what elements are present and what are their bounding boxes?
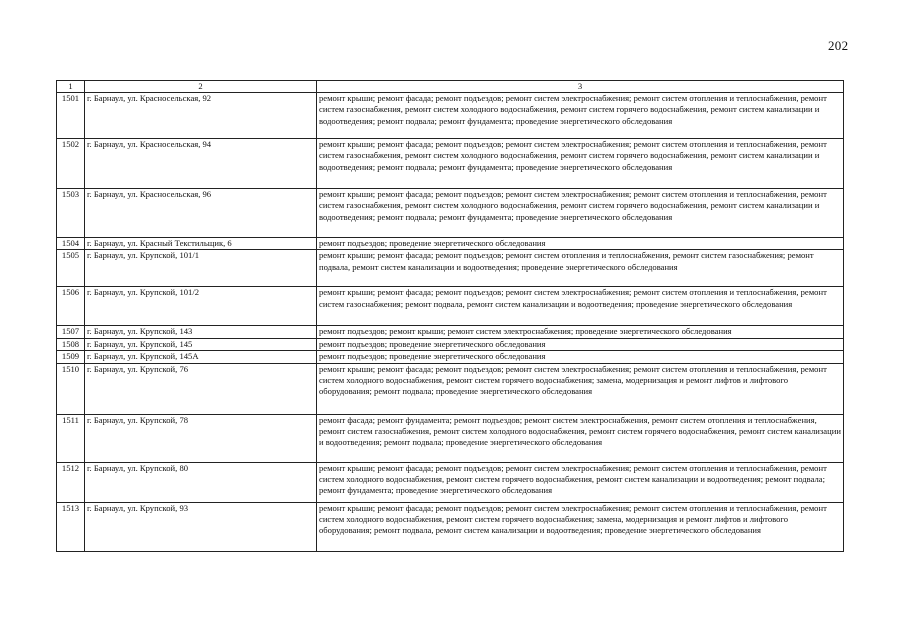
row-works: ремонт крыши; ремонт фасада; ремонт подъездов; ремонт систем электроснабжения; ремонт систем отопления и теплоснабжения, ремонт систем холодного водоснабжения, ремонт систем горячего водоснабжения, ремонт систем канализации и водоотведения; ремонт подвала; ремонт фундамента; проведение энергетического обследования: [317, 462, 844, 502]
row-number: 1509: [57, 351, 85, 363]
row-address: г. Барнаул, ул. Крупской, 101/1: [85, 250, 317, 287]
table-row: [57, 326, 844, 338]
row-address: г. Барнаул, ул. Крупской, 145: [85, 338, 317, 350]
row-number: 1505: [57, 250, 85, 287]
row-address: г. Барнаул, ул. Крупской, 80: [85, 462, 317, 502]
table-row: [57, 93, 844, 139]
row-number: 1501: [57, 93, 85, 139]
table-row: [57, 351, 844, 363]
row-works: ремонт крыши; ремонт фасада; ремонт подъездов; ремонт систем электроснабжения; ремонт систем отопления и теплоснабжения, ремонт систем газоснабжения, ремонт систем холодного водоснабжения, ремонт систем горячего водоснабжения, ремонт систем канализации и водоотведения; ремонт подвала; ремонт фундамента; проведение энергетического обследования: [317, 93, 844, 139]
row-number: 1512: [57, 462, 85, 502]
row-address: г. Барнаул, ул. Красносельская, 94: [85, 139, 317, 189]
works-register-table: [56, 80, 844, 552]
row-works: ремонт крыши; ремонт фасада; ремонт подъездов; ремонт систем электроснабжения; ремонт систем отопления и теплоснабжения, ремонт систем газоснабжения, ремонт систем холодного водоснабжения, ремонт систем горячего водоснабжения, ремонт систем канализации и водоотведения; ремонт подвала; ремонт фундамента; проведение энергетического обследования: [317, 139, 844, 189]
row-number: 1502: [57, 139, 85, 189]
row-address: г. Барнаул, ул. Красный Текстильщик, 6: [85, 238, 317, 250]
row-number: 1511: [57, 414, 85, 462]
table-row: [57, 238, 844, 250]
table-row: [57, 139, 844, 189]
table-row: [57, 287, 844, 326]
row-number: 1513: [57, 502, 85, 551]
row-number: 1507: [57, 326, 85, 338]
row-works: ремонт подъездов; проведение энергетического обследования: [317, 338, 844, 350]
row-address: г. Барнаул, ул. Крупской, 76: [85, 363, 317, 414]
row-number: 1510: [57, 363, 85, 414]
row-address: г. Барнаул, ул. Крупской, 101/2: [85, 287, 317, 326]
header-cell-number: 1: [57, 81, 85, 93]
row-works: ремонт крыши; ремонт фасада; ремонт подъездов; ремонт систем электроснабжения; ремонт систем отопления и теплоснабжения, ремонт систем газоснабжения, ремонт систем холодного водоснабжения, ремонт систем горячего водоснабжения, ремонт систем канализации и водоотведения; ремонт подвала; ремонт фундамента; проведение энергетического обследования: [317, 189, 844, 238]
row-address: г. Барнаул, ул. Красносельская, 92: [85, 93, 317, 139]
table-row: [57, 189, 844, 238]
row-number: 1506: [57, 287, 85, 326]
row-works: ремонт подъездов; проведение энергетического обследования: [317, 238, 844, 250]
row-address: г. Барнаул, ул. Крупской, 143: [85, 326, 317, 338]
row-works: ремонт крыши; ремонт фасада; ремонт подъездов; ремонт систем электроснабжения; ремонт систем отопления и теплоснабжения, ремонт систем холодного водоснабжения, ремонт систем горячего водоснабжения; замена, модернизация и ремонт лифтов и лифтового оборудования; ремонт подвала; проведение энергетического обследования: [317, 363, 844, 414]
header-cell-works: 3: [317, 81, 844, 93]
table-row: [57, 414, 844, 462]
row-number: 1504: [57, 238, 85, 250]
header-cell-address: 2: [85, 81, 317, 93]
table-row: [57, 338, 844, 350]
row-works: ремонт подъездов; ремонт крыши; ремонт систем электроснабжения; проведение энергетического обследования: [317, 326, 844, 338]
row-works: ремонт крыши; ремонт фасада; ремонт подъездов; ремонт систем электроснабжения; ремонт систем отопления и теплоснабжения, ремонт систем газоснабжения; ремонт подвала, ремонт систем канализации и водоотведения; проведение энергетического обследования: [317, 287, 844, 326]
row-works: ремонт подъездов; проведение энергетического обследования: [317, 351, 844, 363]
row-address: г. Барнаул, ул. Крупской, 145А: [85, 351, 317, 363]
row-address: г. Барнаул, ул. Крупской, 78: [85, 414, 317, 462]
row-number: 1503: [57, 189, 85, 238]
table-row: [57, 363, 844, 414]
row-works: ремонт крыши; ремонт фасада; ремонт подъездов; ремонт систем отопления и теплоснабжения, ремонт систем газоснабжения; ремонт подвала, ремонт систем канализации и водоотведения; проведение энергетического обследования: [317, 250, 844, 287]
table-row: [57, 250, 844, 287]
row-address: г. Барнаул, ул. Крупской, 93: [85, 502, 317, 551]
table-row: [57, 502, 844, 551]
page-number: 202: [828, 38, 849, 53]
table-header-row: [57, 81, 844, 93]
row-number: 1508: [57, 338, 85, 350]
row-works: ремонт крыши; ремонт фасада; ремонт подъездов; ремонт систем электроснабжения; ремонт систем отопления и теплоснабжения, ремонт систем холодного водоснабжения, ремонт систем горячего водоснабжения; замена, модернизация и ремонт лифтов и лифтового оборудования; ремонт подвала, ремонт систем канализации и водоотведения; проведение энергетического обследования: [317, 502, 844, 551]
row-works: ремонт фасада; ремонт фундамента; ремонт подъездов; ремонт систем электроснабжения, ремонт систем отопления и теплоснабжения, ремонт систем газоснабжения, ремонт систем холодного водоснабжения, ремонт систем горячего водоснабжения, ремонт систем канализации и водоотведения; ремонт подвала; проведение энергетического обследования: [317, 414, 844, 462]
row-address: г. Барнаул, ул. Красносельская, 96: [85, 189, 317, 238]
table-row: [57, 462, 844, 502]
